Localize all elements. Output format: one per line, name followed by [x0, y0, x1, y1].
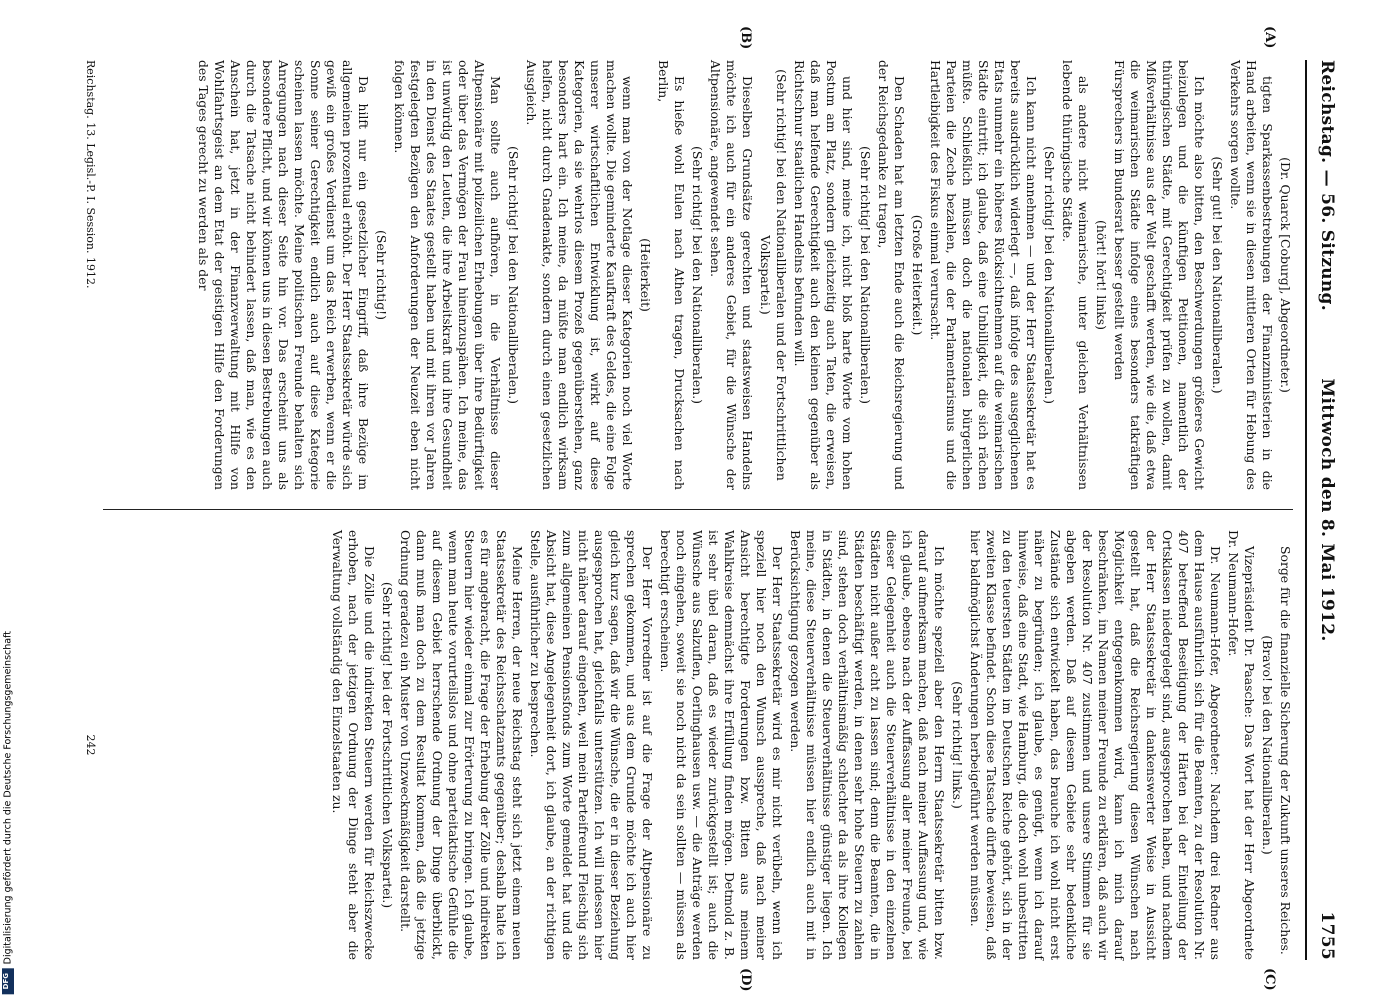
page-number: 1755: [1317, 911, 1337, 960]
paragraph: (Sehr richtig! bei den Nationalliberalen.): [690, 146, 705, 404]
paragraph: Sorge für die finanzielle Sicherung der Zukunft unseres Reiches.: [1278, 546, 1293, 955]
right-column: [83, 530, 1293, 960]
paragraph: Es hieße wohl Eulen nach Athen tragen, Drucksachen nach Berlin,: [656, 60, 687, 490]
paragraph: (Große Heiterkeit.): [910, 214, 925, 336]
paragraph: (Sehr gut! bei den Nationalliberalen.): [1210, 156, 1225, 394]
page-content: [63, 26, 1343, 992]
paragraph: (Heiterkeit): [638, 238, 653, 312]
paragraph: Meine Herren, der neue Reichstag steht sich jetzt einem neuen Staatssekretär des Reichsschatzamts gegenüber; deshalb halte ich es für angebracht, die Frage der Erhebung der Zölle und indirekten Steuern hier wieder einmal zur Erörterung zu bringen. Ich glaube, wenn man heute vorurteilslos und ohne parteitaktische Gefühle die auf diesem Gebiet herrschende Ordnung der Dinge überblickt, dann muß man doch zu dem Resultat kommen, daß die jetzige Ordnung geradezu ein Muster von Unzweckmäßigkeit darstellt.: [398, 530, 525, 960]
paragraph: als andere nicht weimarische, unter gleichen Verhältnissen lebende thüringische Städte.: [1060, 60, 1091, 490]
paragraph: Dr. Neumann-Hofer, Abgeordneter: Nachdem drei Redner aus dem Hause ausführlich sich für die Beamten, zu der Resolution Nr. 407 betreffend Beseitigung der Härten bei der Einteilung der Ortsklassen niedergelegt sind, ausgesprochen haben, und nachdem der Herr Staatssekretär in dankenswerter Weise in Aussicht gestellt hat, daß die Reichsregierung diesen Wünschen nach Möglichkeit entgegenkommen wird, kann ich mich darauf beschränken, im Namen meiner Freunde zu erklären, daß auch wir der Resolution Nr. 407 zustimmen und unsere Stimmen für sie abgeben werden. Daß auf diesem Gebiete sehr bedenkliche Zustände sich entwickelt haben, das brauche ich wohl nicht erst näher zu begründen; ich glaube, es genügt, wenn ich darauf hinweise, daß eine Stadt, wie Hamburg, die doch wohl unbestritten zu den teuersten Städten im Deutschen Reiche gehört, sich in der zweiten Klasse befindet. Schon diese Tatsache dürfte beweisen, daß hier baldmöglichst Änderungen herbeigeführt werden müssen.: [968, 530, 1223, 960]
header-left: Reichstag. — 56. Sitzung.: [1317, 60, 1337, 311]
paragraph: Ich möchte speziell aber den Herrn Staatssekretär bitten bzw. darauf aufmerksam machen, daß nach meiner Auffassung und, wie ich glaube, ebenso nach der Auffassung aller meiner Freunde, bei dieser Gelegenheit auch die Steuerverhältnisse in den einzelnen Städten nicht außer acht zu lassen sind; denn die Beamten, die in Städten beschäftigt werden, in denen sehr hohe Steuern zu zahlen sind, stehen doch verhältnismäßig schlechter da als ihre Kollegen in Städten, in denen die Steuerverhältnisse günstiger liegen. Ich meine, diese Steuerverhältnisse müssen hier endlich auch mit in Berücksichtigung gezogen werden.: [788, 530, 947, 960]
paragraph: und hier sind, meine ich, nicht bloß harte Worte vom hohen Postum am Platz, sondern gleichzeitig auch Taten, die erweisen, daß man helfende Gerechtigkeit auch den kleinen gegenüber als Richtschnur staatlichen Handelns befunden will.: [792, 60, 855, 490]
paragraph: (Sehr richtig! bei den Nationalliberalen und der Fortschrittlichen Volkspartei.): [758, 69, 789, 481]
paragraph: tigten Sparkassenbestrebungen der Finanzministerien in die Hand arbeiten, wenn sie in diesen mittleren Orten für Hebung des Verkehrs sorgen wollte.: [1228, 60, 1275, 490]
paragraph: Der Herr Staatssekretär wird es mir nicht verübeln, wenn ich speziell hier noch den Wunsch ausspreche, daß nach meiner Ansicht berechtigte Forderungen bzw. Bitten aus meinem Wahlkreise demnächst ihre Erfüllung finden mögen. Detmold z. B. ist sehr übel daran, daß es wieder zurückgestellt ist; auch die Wünsche aus Salzuflen, Oerlinghausen usw. — die Anträge werden noch eingehen, soweit sie noch nicht da sein sollten — müssen als berechtigt erscheinen.: [658, 530, 785, 960]
right-paragraphs: [329, 530, 1293, 960]
paragraph: (Sehr richtig! bei der Fortschrittlichen Volkspartei.): [380, 581, 395, 909]
footer-sheet-number: 242: [84, 734, 97, 756]
paragraph: (Bravo! bei den Nationalliberalen.): [1260, 635, 1275, 855]
left-column: [83, 60, 1293, 490]
left-paragraphs: [195, 60, 1275, 490]
paragraph: (Sehr richtig! links.): [950, 681, 965, 809]
digitization-credit: [2, 631, 14, 994]
paragraph: wenn man von der Notlage dieser Kategorien noch viel Worte machen wollte. Die geminderte Kaufkraft des Geldes, die eine Folge unserer wirtschaftlichen Entwicklung ist, wirkt auf diese Kategorien, da sie wehrlos diesem Prozeß gegenüberstehen, ganz besonders hart ein. Ich meine, da müßte man endlich wirksam helfen, nicht durch Gnadenakte, sondern durch einen gesetzlichen Ausgleich.: [524, 60, 635, 490]
margin-mark-a: (A): [1262, 26, 1277, 49]
paragraph: (Sehr richtig! bei den Nationalliberalen.): [506, 146, 521, 404]
dfg-logo: DFG: [2, 968, 14, 994]
speaker-line: (Dr. Quarck [Coburg], Abgeordneter.): [1278, 157, 1293, 393]
paragraph: Da hilft nur ein gesetzlicher Eingriff, daß ihre Bezüge im allgemeinen prozentual erhöht. Der Herr Staatssekretär würde sich gewiß ein großes Verdienst um das Reich erwerben, wenn er die Sonne seiner Gerechtigkeit endlich auch auf diese Kategorie scheinen lassen möchte. Meine politischen Freunde behalten sich Anregungen nach dieser Seite hin vor. Das erscheint uns als besondere Pflicht, und wir können uns in diesen Bestrebungen auch durch die Tatsache nicht behindert lassen, daß man, wie es den Anschein hat, jetzt in der Finanzverwaltung mit Hilfe von Wohlfahrtsgeist an dem Etat der geistigen Hilfe den Forderungen des Tages gerecht zu werden als der: [196, 60, 371, 490]
paragraph: Der Herr Vorredner ist auf die Frage der Altpensionäre zu sprechen gekommen, und aus dem Grunde möchte ich auch hier gleich kurz sagen, daß wir die Wünsche, die er in dieser Beziehung ausgesprochen hat, gleichfalls unterstützen. Ich will indessen hier nicht näher darauf eingehen, weil mein Parteifreund Fleischig sich zum allgemeinen Pensionsfonds zum Worte gemeldet hat und die Absicht hat, diese Angelegenheit dort, ich glaube, an der richtigen Stelle, ausführlicher zu besprechen.: [528, 530, 655, 960]
header-date: Mittwoch den 8. Mai 1912.: [1317, 378, 1337, 642]
paragraph: Den Schaden hat am letzten Ende auch die Reichsregierung und der Reichsgedanke zu tragen,: [876, 60, 907, 490]
margin-mark-c: (C): [1262, 968, 1277, 991]
footer-session: Reichstag. 13. Legisl.-P. I. Session. 1912.: [84, 60, 97, 289]
paragraph: Ich kann nicht annehmen — und der Herr Staatssekretär hat es bereits ausdrücklich widerlegt —, daß infolge des ausgeglichenen Etats nunmehr ein höheres Rücksichtnehmen auf die weimarischen Städte eintritt; ich glaube, daß eine Unbilligkeit, die sich rächen müßte. Schließlich müssen doch die nationalen bürgerlichen Parteien die Zeche bezahlen, die der Parlamentarismus und die Hartleibigkeit des Fiskus einmal verursacht.: [928, 60, 1039, 490]
paragraph: (Sehr richtig!): [374, 230, 389, 320]
paragraph: (hört! hört! links): [1094, 220, 1109, 330]
margin-mark-b: (B): [738, 26, 753, 50]
paragraph: Ich möchte also bitten, den Beschwerdungen größeres Gewicht beizulegen und die künftigen Petitionen, namentlich der thüringischen Städte, mit Gerechtigkeit prüfen zu wollen, damit Mißverhältnisse aus der Welt geschafft werden, wie die, daß etwa die weimarischen Städte infolge eines besonders tatkräftigen Fürsprechers im Bundesrat besser gestellt werden: [1112, 60, 1207, 490]
paragraph: Man sollte auch aufhören, in die Verhältnisse dieser Altpensionäre mit polizeilichen Erhebungen über ihre Bedürftigkeit oder über das Vermögen der Frau hineinzuspähen. Ich meine, das ist unwürdig den Leuten, die ihre Arbeitskraft und ihre Gesundheit in den Dienst des Staates gestellt haben und mit ihren vor Jahren festgelegten Bezügen den Anforderungen der Neuzeit eben nicht folgen können.: [392, 60, 503, 490]
column-divider: [103, 509, 1293, 510]
paragraph: Die Zölle und die indirekten Steuern werden für Reichszwecke erhoben, nach der jetzigen Ordnung der Dinge steht aber die Verwaltung vollständig den Einzelstaaten zu.: [330, 530, 377, 960]
paragraph: Vizepräsident Dr. Paasche: Das Wort hat der Herr Abgeordnete Dr. Neumann-Hofer.: [1226, 530, 1257, 960]
page-header: [1305, 60, 1343, 960]
paragraph: (Sehr richtig! bei den Nationalliberalen.): [1042, 146, 1057, 404]
paragraph: Dieselben Grundsätze gerechten und staatsweisen Handelns möchte ich auch für ein anderes Gebiet, für die Wünsche der Altpensionäre, angewendet sehen.: [708, 60, 755, 490]
credit-text: Digitalisierung gefördert durch die Deutsche Forschungsgemeinschaft: [2, 630, 14, 964]
paragraph: (Sehr richtig! bei den Nationalliberalen.): [858, 146, 873, 404]
margin-mark-d: (D): [738, 968, 753, 992]
